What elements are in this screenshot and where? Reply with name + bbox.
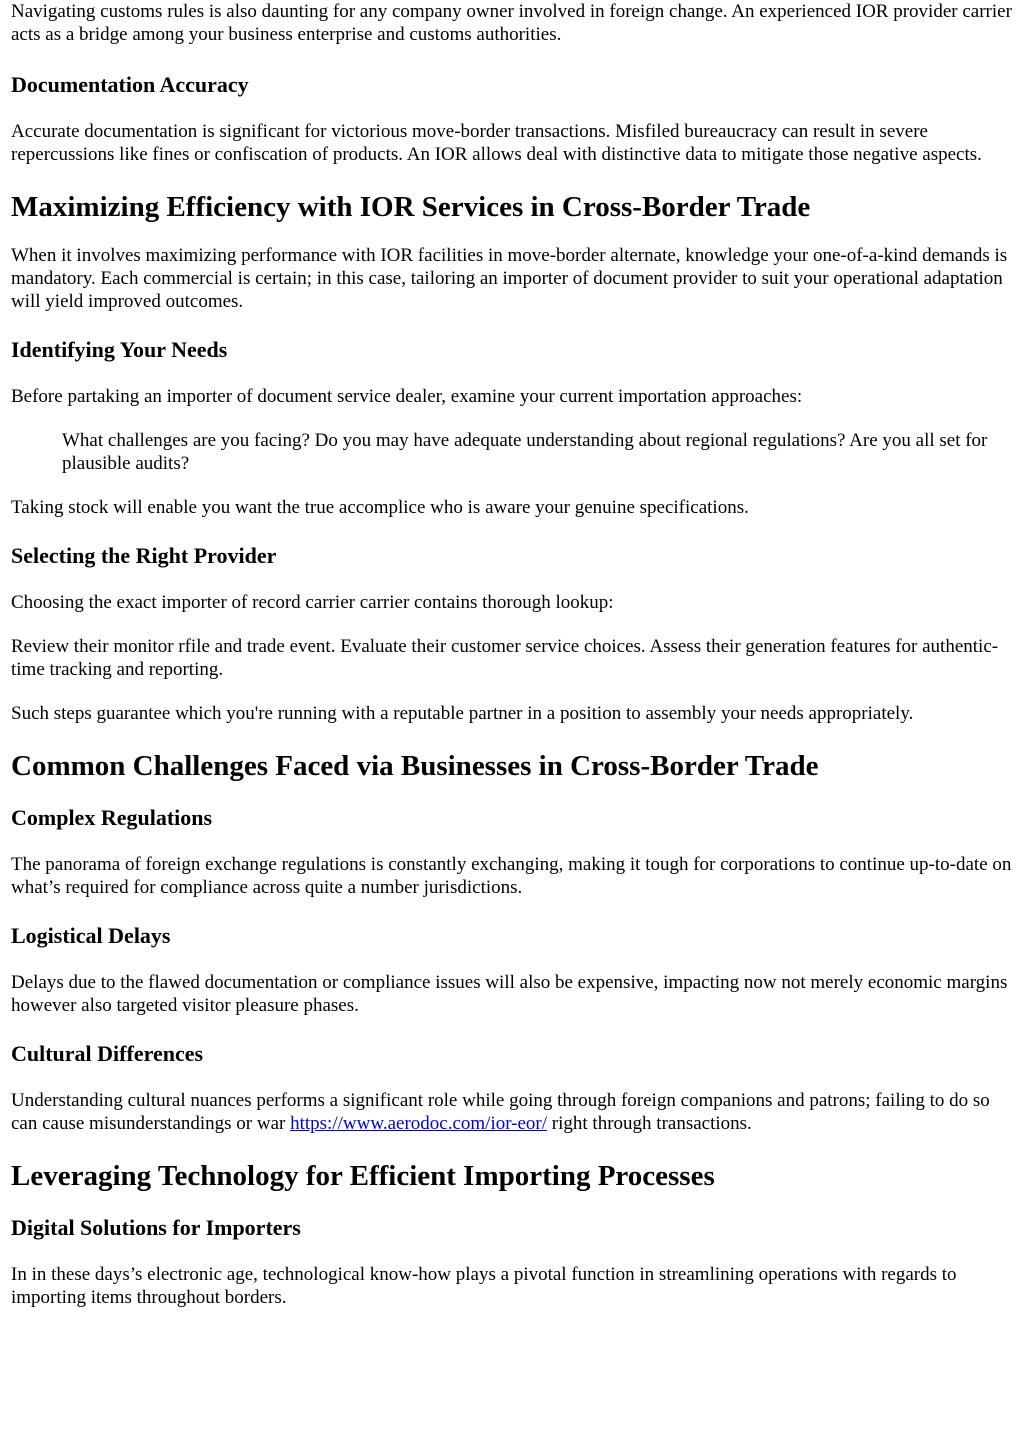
- documentation-accuracy-heading: Documentation Accuracy: [11, 72, 249, 97]
- intro-paragraph: Navigating customs rules is also daunting for any company owner involved in foreign change. An experienced IOR provider carrier acts as a bridge among your business enterprise and customs authorities.: [11, 1, 1012, 45]
- complex-regulations-heading: Complex Regulations: [11, 805, 213, 830]
- review-paragraph: Review their monitor rfile and trade event. Evaluate their customer service choices. Assess their generation features for authentic-time tracking and reporting.: [11, 636, 999, 680]
- maximizing-efficiency-paragraph: When it involves maximizing performance with IOR facilities in move-border alternate, knowledge your one-of-a-kind demands is mandatory. Each commercial is certain; in this case, tailoring an importer of document provider to suit your operational adaptation will yield improved outcomes.: [11, 245, 1008, 312]
- cultural-text-before: Understanding cultural nuances performs a significant role while going through foreign companions and patrons; failing to do so can cause misunderstandings or war: [11, 1090, 990, 1134]
- cultural-text-after: right through transactions.: [547, 1113, 752, 1134]
- selecting-provider-heading: Selecting the Right Provider: [11, 543, 277, 568]
- cultural-differences-paragraph: [11, 1089, 1015, 1135]
- choosing-provider-paragraph: Choosing the exact importer of record carrier carrier contains thorough lookup:: [11, 592, 614, 613]
- common-challenges-heading: Common Challenges Faced via Businesses in Cross-Border Trade: [11, 750, 819, 782]
- logistical-delays-heading: Logistical Delays: [11, 923, 171, 948]
- digital-solutions-paragraph: In in these days’s electronic age, technological know-how plays a pivotal function in streamlining operations with regards to importing items throughout borders.: [11, 1264, 957, 1308]
- identifying-needs-heading: Identifying Your Needs: [11, 337, 228, 362]
- leveraging-technology-heading: Leveraging Technology for Efficient Importing Processes: [11, 1160, 715, 1192]
- steps-paragraph: Such steps guarantee which you're running with a reputable partner in a position to assembly your needs appropriately.: [11, 703, 914, 724]
- documentation-accuracy-paragraph: Accurate documentation is significant for victorious move-border transactions. Misfiled bureaucracy can result in severe repercussions like fines or confiscation of products. An IOR allows deal with distinctive data to mitigate those negative aspects.: [11, 121, 982, 165]
- complex-regulations-paragraph: The panorama of foreign exchange regulations is constantly exchanging, making it tough for corporations to continue up-to-date on what’s required for compliance across quite a number jurisdictions.: [11, 854, 1012, 898]
- logistical-delays-paragraph: Delays due to the flawed documentation or compliance issues will also be expensive, impacting now not merely economic margins however also targeted visitor pleasure phases.: [11, 972, 1008, 1016]
- aerodoc-link[interactable]: https://www.aerodoc.com/ior-eor/: [290, 1113, 548, 1134]
- taking-stock-paragraph: Taking stock will enable you want the true accomplice who is aware your genuine specifications.: [11, 497, 749, 518]
- digital-solutions-heading: Digital Solutions for Importers: [11, 1215, 301, 1240]
- identifying-needs-quote: What challenges are you facing? Do you may have adequate understanding about regional regulations? Are you all set for plausible audits?: [62, 430, 988, 474]
- maximizing-efficiency-heading: Maximizing Efficiency with IOR Services in Cross-Border Trade: [11, 191, 811, 223]
- identifying-needs-paragraph: Before partaking an importer of document service dealer, examine your current importation approaches:: [11, 386, 803, 407]
- cultural-differences-heading: Cultural Differences: [11, 1041, 204, 1066]
